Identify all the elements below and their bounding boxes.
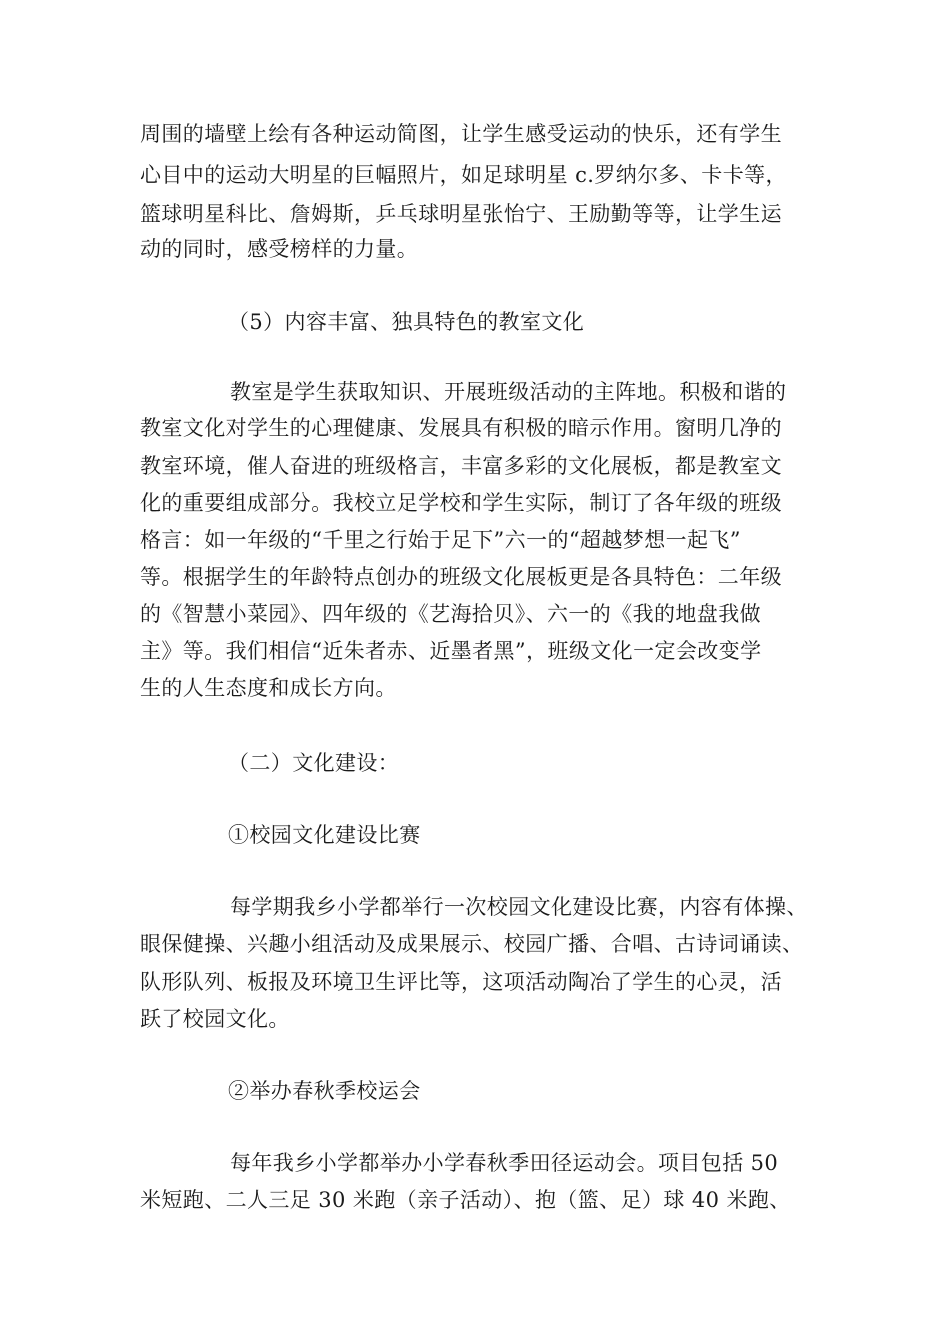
paragraph-line: 生的人生态度和成长方向。	[140, 676, 397, 700]
paragraph-line: 周围的墙壁上绘有各种运动简图，让学生感受运动的快乐，还有学生	[140, 122, 782, 146]
paragraph-line: 化的重要组成部分。我校立足学校和学生实际，制订了各年级的班级	[140, 491, 782, 515]
paragraph-line: 米短跑、二人三足 30 米跑（亲子活动）、抱（篮、足）球 40 米跑、	[140, 1188, 791, 1212]
paragraph-line: 心目中的运动大明星的巨幅照片，如足球明星 c.罗纳尔多、卡卡等，	[140, 163, 787, 187]
paragraph-line: 教室文化对学生的心理健康、发展具有积极的暗示作用。窗明几净的	[140, 416, 782, 440]
paragraph-line: 跃了校园文化。	[140, 1007, 290, 1031]
paragraph-line: 篮球明星科比、詹姆斯，乒乓球明星张怡宁、王励勤等等，让学生运	[140, 202, 782, 226]
paragraph-line: 教室环境，催人奋进的班级格言，丰富多彩的文化展板，都是教室文	[140, 454, 782, 478]
section-heading: （二）文化建设：	[228, 751, 400, 775]
paragraph-line: 教室是学生获取知识、开展班级活动的主阵地。积极和谐的	[230, 380, 787, 404]
paragraph-line: 动的同时，感受榜样的力量。	[140, 237, 419, 261]
paragraph-line: 的《智慧小菜园》、四年级的《艺海拾贝》、六一的《我的地盘我做	[140, 602, 761, 626]
paragraph-line: 眼保健操、兴趣小组活动及成果展示、校园广播、合唱、古诗词诵读、	[140, 932, 804, 956]
paragraph-line: 每学期我乡小学都举行一次校园文化建设比赛，内容有体操、	[230, 895, 808, 919]
paragraph-line: 队形队列、板报及环境卫生评比等，这项活动陶冶了学生的心灵，活	[140, 970, 782, 994]
section-heading: （5）内容丰富、独具特色的教室文化	[228, 310, 585, 334]
paragraph-line: 格言：如一年级的“千里之行始于足下”六一的“超越梦想一起飞”	[140, 528, 741, 552]
section-heading: ②举办春秋季校运会	[228, 1079, 421, 1103]
paragraph-line: 等。根据学生的年龄特点创办的班级文化展板更是各具特色：二年级	[140, 565, 782, 589]
paragraph-line: 主》等。我们相信“近朱者赤、近墨者黑”，班级文化一定会改变学	[140, 639, 762, 663]
section-heading: ①校园文化建设比赛	[228, 823, 421, 847]
paragraph-line: 每年我乡小学都举办小学春秋季田径运动会。项目包括 50	[230, 1151, 779, 1175]
